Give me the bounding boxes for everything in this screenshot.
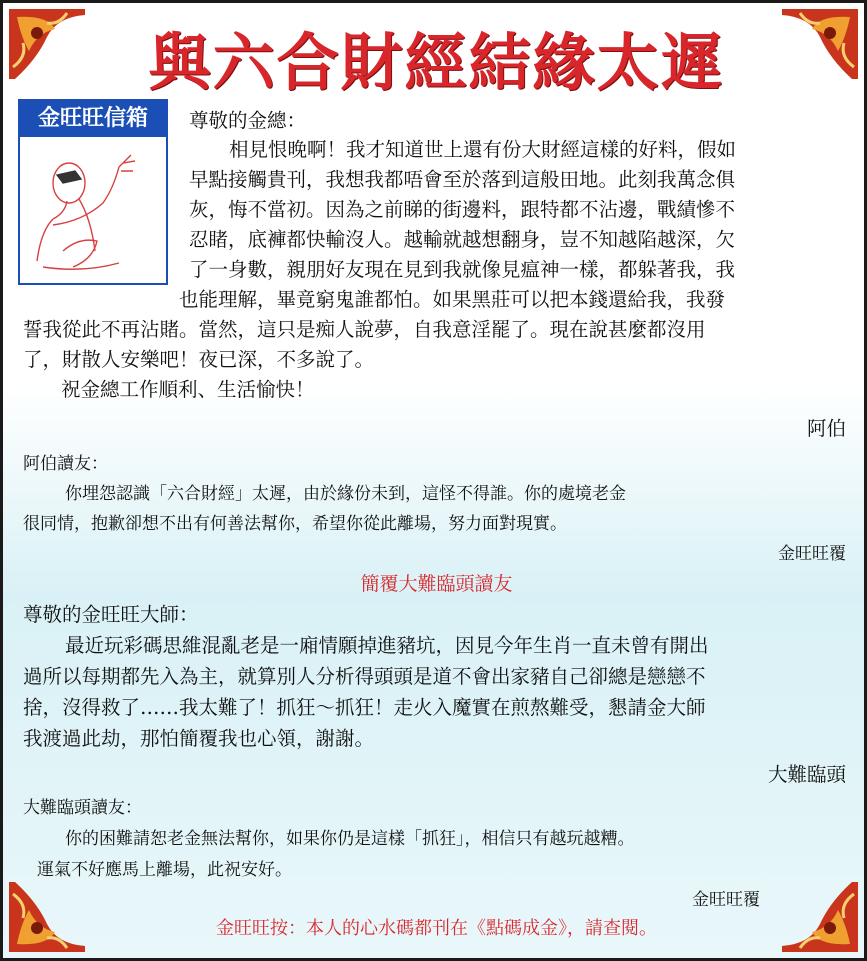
letter-line: 了一身數，親朋好友現在見到我就像見瘟神一樣，都躲著我，我 [189, 258, 736, 281]
footer-note: 金旺旺按：本人的心水碼都刊在《點碼成金》，請查閱。 [216, 918, 657, 939]
letter-signature: 阿伯 [806, 417, 846, 440]
reply-line: 運氣不好應馬上離場，此祝安好。 [37, 860, 292, 880]
letter-salutation: 尊敬的金總： [189, 109, 307, 132]
letter-line: 也能理解，畢竟窮鬼誰都怕。如果黑莊可以把本錢還給我，我發 [179, 288, 726, 311]
page-title: 與六合財經結緣太遲 [148, 26, 725, 99]
section-heading: 簡覆大難臨頭讀友 [360, 573, 513, 595]
reply-line: 你的困難請恕老金無法幫你，如果你仍是這樣「抓狂」，相信只有越玩越糟。 [65, 829, 635, 849]
reply-line: 很同情，抱歉卻想不出有何善法幫你，希望你從此離場，努力面對現實。 [23, 514, 567, 534]
reply-signature: 金旺旺覆 [778, 544, 846, 564]
reply-salutation: 阿伯讀友： [23, 454, 108, 474]
letter-line: 過所以每期都先入為主，就算別人分析得頭頭是道不會出家豬自己卻總是戀戀不 [23, 665, 706, 688]
reply-line: 你埋怨認識「六合財經」太遲，由於緣份未到，這怪不得誰。你的處境老金 [65, 484, 626, 504]
man-sketch-icon [23, 141, 163, 281]
letter-line: 捨，沒得救了……我太難了！抓狂～抓狂！走火入魔實在煎熬難受，懇請金大師 [23, 696, 706, 719]
letter-line: 相見恨晚啊！我才知道世上還有份大財經這樣的好料，假如 [229, 138, 737, 161]
letter-line: 了，財散人安樂吧！夜已深，不多說了。 [23, 348, 375, 371]
reply-salutation: 大難臨頭讀友： [23, 798, 142, 818]
reply-signature: 金旺旺覆 [692, 890, 760, 910]
letter-line: 最近玩彩碼思維混亂老是一廂情願掉進豬坑，因見今年生肖一直未曾有開出 [65, 634, 709, 657]
mailbox-logo [18, 99, 168, 285]
mailbox-label: 金旺旺信箱 [20, 101, 166, 137]
letter-line: 灰，悔不當初。因為之前睇的街邊料，跟特都不沾邊，戰績慘不 [189, 198, 736, 221]
letter-line: 忍睹，底褲都快輸沒人。越輸就越想翻身，豈不知越陷越深，欠 [189, 228, 736, 251]
letter-line: 早點接觸貴刊，我想我都唔會至於落到這般田地。此刻我萬念俱 [189, 168, 736, 191]
letter-line: 誓我從此不再沾賭。當然，這只是痴人說夢，自我意淫罷了。現在說甚麼都沒用 [23, 318, 706, 341]
letter-salutation: 尊敬的金旺旺大師： [23, 603, 199, 626]
letter-line: 祝金總工作順利、生活愉快！ [61, 378, 315, 401]
letter-line: 我渡過此劫，那怕簡覆我也心領，謝謝。 [23, 727, 375, 750]
letter-signature: 大難臨頭 [767, 763, 846, 786]
